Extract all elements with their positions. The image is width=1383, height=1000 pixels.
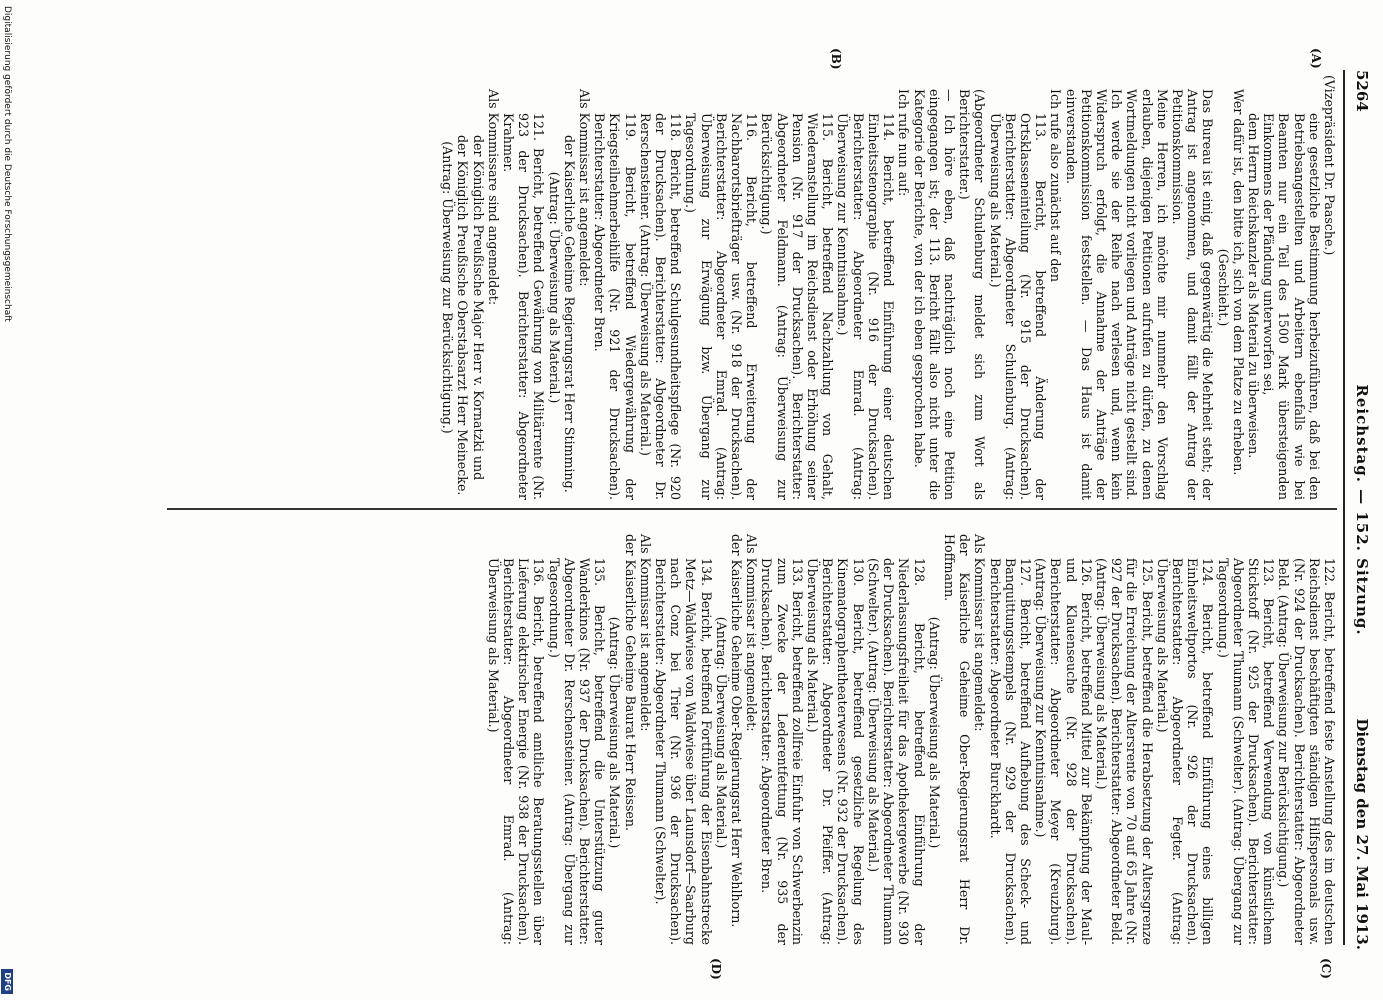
paragraph: Als Kommissar ist angemeldet: [637, 534, 653, 732]
report-item: 133. Bericht, betreffend zollfreie Einfuhr von Schwerbenzin zum Zwecke der Lederentfettung (Nr. 935 der Drucksachen). Berichterstatter: Abgeordneter Bren. [759, 558, 805, 945]
report-item: 122. Bericht, betreffend feste Anstellung des im deutschen Reichsdienst beschäftigten ständigen Hilfspersonals usw. (Nr. 924 der Drucksachen). Berichterstatter: Abgeordneter Beld. (Antrag: Überweisung zur Berücksichtigung.) [1276, 558, 1337, 945]
paragraph: (Antrag: Überweisung als Material.) [713, 616, 729, 849]
paragraph: der Kaiserliche Geheime Regierungsrat Herr Stimming. [561, 135, 577, 493]
margin-marker-c: (C) [1319, 958, 1333, 979]
paragraph: der Kaiserliche Geheime Baurat Herr Reissen. [622, 534, 638, 831]
paragraph: Als Kommissar ist angemeldet: [744, 534, 760, 732]
report-item: 115. Bericht, betreffend Nachzahlung von Gehalt, Wiederanstellung im Reichsdienst oder Erhöhung seiner Pension (Nr. 917 der Drucksachen). Berichterstatter: Abgeordneter Feldmann. (Antrag: Überweisung zur Berücksichtigung.) [759, 113, 836, 500]
paragraph: Ich rufe nun auf: [896, 89, 912, 197]
paragraph: der Königlich Preußische Major Herr v. Kornatzki und [470, 135, 486, 481]
report-item: 118. Bericht, betreffend Schulgesundheitspflege (Nr. 920 der Drucksachen). Berichterstatter: Abgeordneter Dr. Rerschensteiner. (Antrag: Überweisung als Material.) [637, 113, 684, 500]
report-item: 135. Bericht, betreffend die Unterstützung guter Wanderkinos (Nr. 937 der Drucksachen). Berichterstatter: Abgeordneter Dr. Rerschensteiner. (Antrag: Übergang zur Tagesordnung.) [546, 558, 608, 945]
report-item: 121. Bericht, betreffend Gewährung von Militärrente (Nr. 923 der Drucksachen). Berichterstatter: Abgeordneter Krahmer. [501, 113, 547, 500]
page-header [1349, 70, 1375, 950]
paragraph: (Vizepräsident Dr. Paasche.) [1322, 75, 1337, 256]
page-footer [1, 0, 13, 1000]
report-item: 114. Bericht, betreffend Einführung einer deutschen Einheitsstenographie (Nr. 916 der Drucksachen). Berichterstatter: Abgeordneter Emrad. (Antrag: Überweisung zur Kenntnisnahme.) [835, 113, 897, 500]
session-date: Dienstag den 27. Mai 1913. [1353, 718, 1371, 950]
paragraph: Als Kommissar ist angemeldet: [577, 89, 593, 287]
paragraph: der Kaiserliche Geheime Ober-Regierungsrat Herr Dr. Hoffmann. [941, 534, 973, 945]
page-number: 5264 [1353, 70, 1371, 112]
paragraph: (Antrag: Überweisung zur Berücksichtigung.) [440, 141, 456, 434]
paragraph: der Kaiserliche Geheime Ober-Regierungsrat Herr Wehlhorn. [729, 534, 745, 928]
left-column [440, 75, 1337, 500]
right-column [486, 520, 1337, 945]
paragraph: Wer dafür ist, den bitte ich, sich von dem Platze zu erheben. [1230, 89, 1246, 476]
paragraph: Ich rufe also zunächst auf den [1048, 89, 1064, 282]
report-item: 134. Bericht, betreffend Fortführung der Eisenbahnstrecke Metz—Waldwiese von Waldwiese über Launsdorf—Saarburg nach Conz bei Trier (Nr. 936 der Drucksachen). Berichterstatter: Abgeordneter Thumann (Schwelter). [653, 558, 714, 945]
report-item: 113. Bericht, betreffend Änderung der Ortsklasseneinteilung (Nr. 915 der Drucksachen). Berichterstatter: Abgeordneter Schulenburg. (Antrag: Überweisung als Material.) [987, 113, 1049, 500]
header-rule [1343, 70, 1345, 945]
paragraph: eine gesetzliche Bestimmung herbeizuführen, daß bei den Betriebsangestellten und Arbeitern ebenfalls wie bei Beamten nur ein Teil des 1500 Mark übersteigenden Einkommens der Pfändung unterworfen sei, [1261, 113, 1322, 500]
paragraph: — Ich höre eben, daß nachträglich noch eine Petition eingegangen ist; der 113. Bericht fällt also nicht unter die Kategorie der Berichte, von der ich eben gesprochen habe. [911, 89, 957, 500]
report-item: 136. Bericht, betreffend amtliche Beratungsstellen über Lieferung elektrischer Energie (Nr. 938 der Drucksachen). Berichterstatter: Abgeordneter Emrad. (Antrag: Überweisung als Material.) [485, 558, 547, 945]
paragraph: Meine Herren, ich möchte mir nunmehr den Vorschlag erlauben, diejenigen Petitionen aufrufen zu dürfen, zu denen Wortmeldungen nicht vorliegen und Anträge nicht gestellt sind. Ich werde sie der Reihe nach verlesen und, wenn kein Widerspruch erfolgt, die Annahme der Anträge der Petitionskommission feststellen. — Das Haus ist damit einverstanden. [1063, 89, 1170, 500]
report-item: 116. Bericht, betreffend Erweiterung der Nachbarortsbriefträger usw. (Nr. 918 der Drucksachen). Berichterstatter: Abgeordneter Emrad. (Antrag: Überweisung zur Erwägung bzw. Übergang zur Tagesordnung.) [683, 113, 760, 500]
paragraph: dem Herrn Reichskanzler als Material zu überweisen. [1245, 113, 1261, 459]
report-item: 124. Bericht, betreffend Einführung eines billigen Einheitsweltportos (Nr. 926 der Drucksachen). Berichterstatter: Abgeordneter Fegter. (Antrag: Überweisung als Material.) [1154, 558, 1216, 945]
paragraph: (Geschieht.) [1215, 248, 1231, 327]
paragraph: (Antrag: Überweisung als Material.) [546, 171, 562, 404]
margin-marker-a: (A) [1309, 48, 1323, 69]
margin-marker-d: (D) [709, 958, 723, 980]
paragraph: Als Kommissare sind angemeldet: [485, 89, 501, 306]
report-item: 128. Bericht, betreffend Einführung der Niederlassungsfreiheit für das Apothekergewerbe (Nr. 930 der Drucksachen). Berichterstatter: Abgeordneter Thumann (Schwelter). (Antrag: Überweisung als Material.) [865, 558, 927, 945]
paragraph: Als Kommissar ist angemeldet: [972, 534, 988, 732]
report-item: 126. Bericht, betreffend Mittel zur Bekämpfung der Maul- und Klauenseuche (Nr. 928 der Drucksachen). Berichterstatter: Abgeordneter Meyer (Kreuzburg). (Antrag: Überweisung zur Kenntnisnahme.) [1033, 558, 1094, 945]
paragraph: (Antrag: Überweisung als Material.) [607, 616, 623, 849]
report-item: 123. Bericht, betreffend Verwendung von künstlichem Stickstoff (Nr. 925 der Drucksachen). Berichterstatter: Abgeordneter Thumann (Schwelter). (Antrag: Übergang zur Tagesordnung.) [1215, 558, 1277, 945]
column-divider [167, 508, 1337, 510]
dfg-logo: DFG [1, 969, 13, 994]
paragraph: (Antrag: Überweisung als Material.) [926, 616, 942, 849]
margin-marker-b: (B) [829, 48, 843, 70]
paragraph: der Königlich Preußische Oberstabsarzt Herr Meinecke. [455, 135, 471, 496]
report-item: 127. Bericht, betreffend Aufhebung des Scheck- und Banquittungsstempels (Nr. 929 der Drucksachen). Berichterstatter: Abgeordneter Burckhardt. [987, 558, 1033, 945]
paragraph: (Abgeordneter Schulenburg meldet sich zum Wort als Berichterstatter.) [957, 89, 988, 500]
paragraph: Das Bureau ist einig, daß gegenwärtig die Mehrheit steht; der Antrag ist angenommen, und damit fällt der Antrag der Petitionskommission. [1169, 89, 1216, 500]
report-item: 125. Bericht, betreffend die Herabsetzung der Altersgrenze für die Erreichung der Altersrente von 70 auf 65 Jahre (Nr. 927 der Drucksachen). Berichterstatter: Abgeordneter Beld. (Antrag: Überweisung als Material.) [1093, 558, 1155, 945]
report-item: 130. Bericht, betreffend gesetzliche Regelung des Kinematographentheaterwesens (Nr. 932 der Drucksachen). Berichterstatter: Abgeordneter Dr. Pfeiffer. (Antrag: Überweisung als Material.) [805, 558, 866, 945]
report-item: 119. Bericht, betreffend Wiedergewährung der Kriegsteilnehmerbeihilfe (Nr. 921 der Drucksachen). Berichterstatter: Abgeordneter Bren. [592, 113, 638, 500]
page-title: Reichstag. — 152. Sitzung. [1353, 384, 1371, 636]
funding-credit: Digitalisierung gefördert durch die Deutsche Forschungsgemeinschaft [2, 6, 12, 322]
